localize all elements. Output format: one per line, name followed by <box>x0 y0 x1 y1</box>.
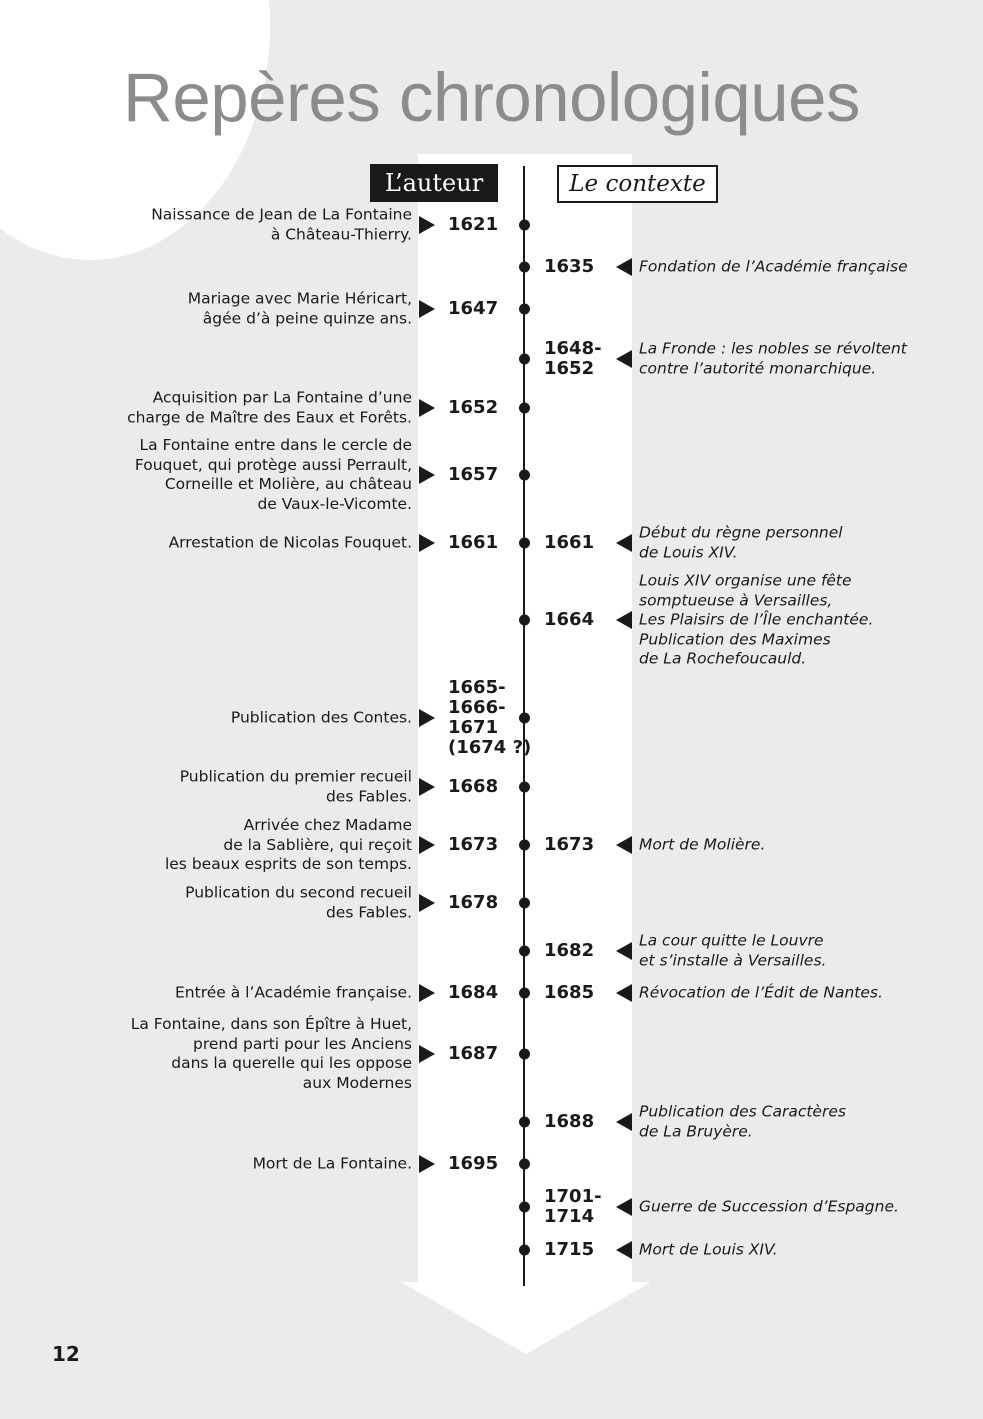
timeline-dot <box>519 713 530 724</box>
timeline-dot <box>519 988 530 999</box>
context-event-year: 1688 <box>544 1111 595 1132</box>
context-arrow-icon <box>616 836 632 854</box>
context-arrow-icon <box>616 534 632 552</box>
author-event-text: Publication du second recueil des Fables. <box>185 883 412 921</box>
context-event-year: 1648- 1652 <box>544 338 602 379</box>
page-title: Repères chronologiques <box>123 59 860 136</box>
timeline-dot <box>519 615 530 626</box>
author-event-year: 1684 <box>448 982 499 1003</box>
context-event-text: Publication des Caractères de La Bruyère. <box>639 1102 846 1140</box>
context-arrow-icon <box>616 942 632 960</box>
context-event-year: 1715 <box>544 1239 595 1260</box>
author-arrow-icon <box>419 300 435 318</box>
timeline-dot <box>519 1117 530 1128</box>
author-event-year: 1647 <box>448 298 499 319</box>
author-event-year: 1678 <box>448 892 499 913</box>
context-event-year: 1664 <box>544 609 595 630</box>
author-arrow-icon <box>419 216 435 234</box>
author-event-text: Arrivée chez Madame de la Sablière, qui reçoit les beaux esprits de son temps. <box>164 815 412 873</box>
timeline-dot <box>519 840 530 851</box>
author-event-text: Arrestation de Nicolas Fouquet. <box>168 533 412 552</box>
author-arrow-icon <box>419 1155 435 1173</box>
timeline-dot <box>519 782 530 793</box>
author-event-year: 1673 <box>448 834 499 855</box>
author-arrow-icon <box>419 534 435 552</box>
context-event-text: Louis XIV organise une fête somptueuse à Versailles, Les Plaisirs de l’Île enchantée. Publication des Maximes de La Rochefoucauld. <box>639 571 874 668</box>
author-arrow-icon <box>419 984 435 1002</box>
author-event-year: 1652 <box>448 397 499 418</box>
author-event-text: Naissance de Jean de La Fontaine à Château-Thierry. <box>151 205 412 243</box>
context-arrow-icon <box>616 1198 632 1216</box>
author-event-year: 1657 <box>448 464 499 485</box>
timeline-dot <box>519 1159 530 1170</box>
context-arrow-icon <box>616 1241 632 1259</box>
context-arrow-icon <box>616 258 632 276</box>
page-number: 12 <box>52 1342 80 1366</box>
timeline-dot <box>519 1202 530 1213</box>
timeline-dot <box>519 403 530 414</box>
timeline-dot <box>519 1245 530 1256</box>
timeline-dot <box>519 1049 530 1060</box>
timeline-dot <box>519 354 530 365</box>
context-event-text: Mort de Louis XIV. <box>639 1240 778 1259</box>
author-arrow-icon <box>419 1045 435 1063</box>
author-event-text: Publication des Contes. <box>230 708 412 727</box>
context-arrow-icon <box>616 350 632 368</box>
timeline-dot <box>519 538 530 549</box>
context-event-year: 1682 <box>544 940 595 961</box>
author-event-year: 1695 <box>448 1153 499 1174</box>
context-event-text: Révocation de l’Édit de Nantes. <box>639 983 883 1002</box>
context-event-text: La cour quitte le Louvre et s’installe à Versailles. <box>639 931 827 969</box>
author-event-year: 1661 <box>448 532 499 553</box>
author-event-text: La Fontaine entre dans le cercle de Fouquet, qui protège aussi Perrault, Corneille et Molière, au château de Vaux-le-Vicomte. <box>134 436 412 513</box>
author-event-year: 1621 <box>448 214 499 235</box>
context-event-year: 1661 <box>544 532 595 553</box>
author-event-text: Entrée à l’Académie française. <box>175 983 412 1002</box>
timeline-dot <box>519 898 530 909</box>
author-arrow-icon <box>419 778 435 796</box>
author-event-text: Mariage avec Marie Héricart, âgée d’à peine quinze ans. <box>187 289 412 327</box>
context-event-text: Mort de Molière. <box>639 835 766 854</box>
timeline-dot <box>519 262 530 273</box>
author-arrow-icon <box>419 709 435 727</box>
context-arrow-icon <box>616 1113 632 1131</box>
author-arrow-icon <box>419 466 435 484</box>
timeline-dot <box>519 304 530 315</box>
author-event-text: La Fontaine, dans son Épître à Huet, prend parti pour les Anciens dans la querelle qui les oppose aux Modernes <box>130 1015 412 1092</box>
context-event-text: La Fronde : les nobles se révoltent contre l’autorité monarchique. <box>639 339 907 377</box>
author-event-year: 1668 <box>448 776 499 797</box>
context-event-year: 1635 <box>544 256 595 277</box>
author-event-text: Acquisition par La Fontaine d’une charge de Maître des Eaux et Forêts. <box>127 388 412 426</box>
author-event-text: Mort de La Fontaine. <box>252 1154 412 1173</box>
author-event-text: Publication du premier recueil des Fables. <box>179 767 412 805</box>
author-arrow-icon <box>419 894 435 912</box>
context-event-year: 1701- 1714 <box>544 1186 602 1227</box>
author-column-header: L’auteur <box>370 164 498 202</box>
timeline-dot <box>519 946 530 957</box>
author-arrow-icon <box>419 399 435 417</box>
context-event-text: Guerre de Succession d’Espagne. <box>639 1197 899 1216</box>
context-arrow-icon <box>616 984 632 1002</box>
context-event-year: 1685 <box>544 982 595 1003</box>
author-event-year: 1665- 1666- 1671 (1674 ?) <box>448 677 532 758</box>
author-arrow-icon <box>419 836 435 854</box>
context-arrow-icon <box>616 611 632 629</box>
context-event-year: 1673 <box>544 834 595 855</box>
context-event-text: Fondation de l’Académie française <box>639 257 908 276</box>
timeline-dot <box>519 220 530 231</box>
context-event-text: Début du règne personnel de Louis XIV. <box>639 523 843 561</box>
author-event-year: 1687 <box>448 1043 499 1064</box>
timeline-dot <box>519 470 530 481</box>
context-column-header: Le contexte <box>557 165 718 203</box>
